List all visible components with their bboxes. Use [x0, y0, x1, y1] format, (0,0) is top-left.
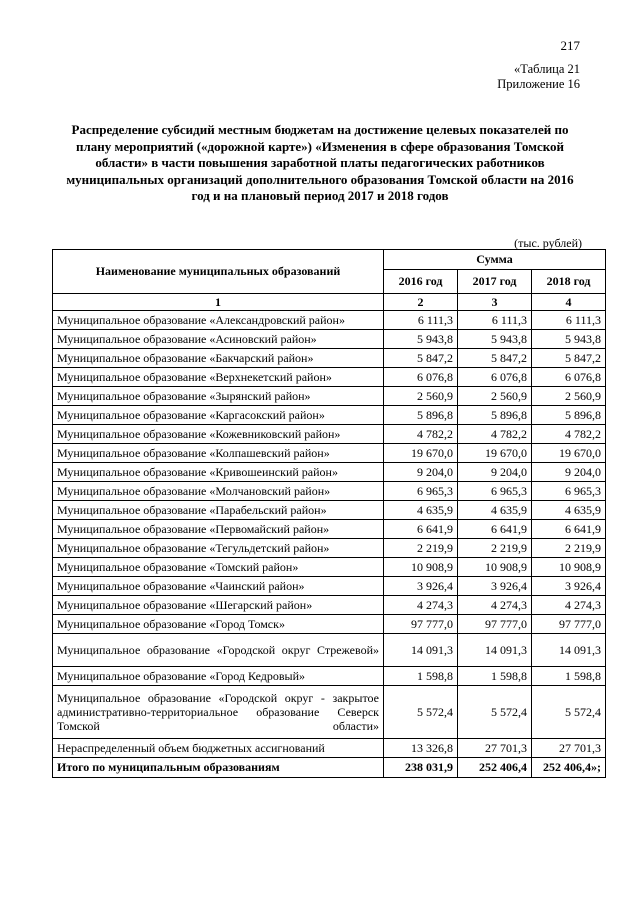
amount-cell: 5 847,2	[384, 349, 458, 368]
municipality-name: Муниципальное образование «Первомайский район»	[53, 520, 384, 539]
amount-cell: 5 847,2	[532, 349, 606, 368]
column-index: 4	[532, 294, 606, 311]
municipality-name: Муниципальное образование «Александровский район»	[53, 311, 384, 330]
amount-cell: 19 670,0	[384, 444, 458, 463]
table-reference: «Таблица 21	[514, 62, 580, 76]
table-row	[53, 667, 606, 686]
municipality-name: Муниципальное образование «Город Томск»	[53, 615, 384, 634]
amount-cell: 19 670,0	[458, 444, 532, 463]
municipality-name: Муниципальное образование «Каргасокский район»	[53, 406, 384, 425]
amount-cell: 3 926,4	[458, 577, 532, 596]
table-row	[53, 330, 606, 349]
table-row	[53, 686, 606, 739]
amount-cell: 4 635,9	[384, 501, 458, 520]
amount-cell: 4 635,9	[532, 501, 606, 520]
municipality-name: Муниципальное образование «Городской округ - закрытое административно-территориальное образование Северск Томской области»	[53, 686, 384, 739]
municipality-name: Нераспределенный объем бюджетных ассигнований	[53, 739, 384, 758]
amount-cell: 19 670,0	[532, 444, 606, 463]
municipality-name: Муниципальное образование «Верхнекетский район»	[53, 368, 384, 387]
document-title: Распределение субсидий местным бюджетам на достижение целевых показателей по плану мероприятий («дорожной карте») «Изменения в сфере образования Томской области» в части повышения заработной платы педагогических работников муниципальных организаций дополнительного образования Томской области на 2016 год и на плановый период 2017 и 2018 годов	[66, 122, 574, 203]
amount-cell: 6 641,9	[384, 520, 458, 539]
header-year-2018: 2018 год	[532, 269, 606, 293]
municipality-name: Муниципальное образование «Колпашевский район»	[53, 444, 384, 463]
amount-cell: 6 641,9	[532, 520, 606, 539]
table-row	[53, 577, 606, 596]
amount-cell: 13 326,8	[384, 739, 458, 758]
column-index: 3	[458, 294, 532, 311]
amount-cell: 1 598,8	[384, 667, 458, 686]
municipality-name: Муниципальное образование «Кожевниковский район»	[53, 425, 384, 444]
amount-cell: 14 091,3	[384, 634, 458, 667]
header-sum: Сумма	[384, 250, 606, 270]
amount-cell: 4 782,2	[384, 425, 458, 444]
header-year-2016: 2016 год	[384, 269, 458, 293]
amount-cell: 6 111,3	[458, 311, 532, 330]
amount-cell: 3 926,4	[532, 577, 606, 596]
column-index: 1	[53, 294, 384, 311]
amount-cell: 97 777,0	[532, 615, 606, 634]
amount-cell: 6 076,8	[458, 368, 532, 387]
table-row	[53, 558, 606, 577]
amount-cell: 5 896,8	[458, 406, 532, 425]
municipality-name: Муниципальное образование «Бакчарский район»	[53, 349, 384, 368]
total-amount-cell: 252 406,4»;	[532, 758, 606, 778]
amount-cell: 5 943,8	[458, 330, 532, 349]
amount-cell: 1 598,8	[458, 667, 532, 686]
total-row	[53, 758, 606, 778]
units-label: (тыс. рублей)	[514, 236, 582, 250]
amount-cell: 4 274,3	[384, 596, 458, 615]
header-year-2017: 2017 год	[458, 269, 532, 293]
municipality-name: Муниципальное образование «Молчановский район»	[53, 482, 384, 501]
amount-cell: 2 219,9	[532, 539, 606, 558]
amount-cell: 5 896,8	[532, 406, 606, 425]
amount-cell: 5 943,8	[384, 330, 458, 349]
appendix-reference: Приложение 16	[497, 77, 580, 91]
amount-cell: 10 908,9	[458, 558, 532, 577]
municipality-name: Муниципальное образование «Город Кедровый»	[53, 667, 384, 686]
table-row	[53, 739, 606, 758]
total-amount-cell: 238 031,9	[384, 758, 458, 778]
amount-cell: 5 572,4	[458, 686, 532, 739]
amount-cell: 2 219,9	[384, 539, 458, 558]
table-row	[53, 482, 606, 501]
municipality-name: Муниципальное образование «Шегарский район»	[53, 596, 384, 615]
amount-cell: 6 111,3	[532, 311, 606, 330]
amount-cell: 27 701,3	[458, 739, 532, 758]
amount-cell: 4 274,3	[458, 596, 532, 615]
amount-cell: 14 091,3	[532, 634, 606, 667]
table-row	[53, 615, 606, 634]
amount-cell: 97 777,0	[384, 615, 458, 634]
amount-cell: 2 560,9	[458, 387, 532, 406]
table-row	[53, 520, 606, 539]
amount-cell: 5 896,8	[384, 406, 458, 425]
municipality-name: Муниципальное образование «Кривошеинский район»	[53, 463, 384, 482]
amount-cell: 2 560,9	[532, 387, 606, 406]
amount-cell: 2 219,9	[458, 539, 532, 558]
total-label: Итого по муниципальным образованиям	[53, 758, 384, 778]
appendix-label	[497, 62, 580, 92]
amount-cell: 97 777,0	[458, 615, 532, 634]
amount-cell: 6 965,3	[458, 482, 532, 501]
municipality-name: Муниципальное образование «Чаинский район»	[53, 577, 384, 596]
subsidy-table	[52, 249, 606, 778]
municipality-name: Муниципальное образование «Тегульдетский район»	[53, 539, 384, 558]
amount-cell: 27 701,3	[532, 739, 606, 758]
amount-cell: 6 076,8	[532, 368, 606, 387]
total-amount-cell: 252 406,4	[458, 758, 532, 778]
municipality-name: Муниципальное образование «Томский район»	[53, 558, 384, 577]
amount-cell: 4 782,2	[458, 425, 532, 444]
amount-cell: 6 076,8	[384, 368, 458, 387]
page-number: 217	[560, 38, 580, 53]
amount-cell: 5 572,4	[532, 686, 606, 739]
table-row	[53, 463, 606, 482]
municipality-name: Муниципальное образование «Городской округ Стрежевой»	[53, 634, 384, 667]
amount-cell: 6 111,3	[384, 311, 458, 330]
table-row	[53, 387, 606, 406]
municipality-name: Муниципальное образование «Зырянский район»	[53, 387, 384, 406]
table-row	[53, 425, 606, 444]
amount-cell: 4 274,3	[532, 596, 606, 615]
amount-cell: 4 782,2	[532, 425, 606, 444]
amount-cell: 3 926,4	[384, 577, 458, 596]
table-row	[53, 596, 606, 615]
municipality-name: Муниципальное образование «Парабельский район»	[53, 501, 384, 520]
table-row	[53, 444, 606, 463]
amount-cell: 9 204,0	[384, 463, 458, 482]
amount-cell: 5 943,8	[532, 330, 606, 349]
table-row	[53, 634, 606, 667]
amount-cell: 2 560,9	[384, 387, 458, 406]
table-row	[53, 311, 606, 330]
table-row	[53, 501, 606, 520]
amount-cell: 5 572,4	[384, 686, 458, 739]
municipality-name: Муниципальное образование «Асиновский район»	[53, 330, 384, 349]
table-row	[53, 368, 606, 387]
amount-cell: 10 908,9	[384, 558, 458, 577]
amount-cell: 1 598,8	[532, 667, 606, 686]
amount-cell: 9 204,0	[532, 463, 606, 482]
column-index: 2	[384, 294, 458, 311]
table-row	[53, 349, 606, 368]
header-municipality: Наименование муниципальных образований	[53, 250, 384, 294]
column-index-row	[53, 294, 606, 311]
amount-cell: 5 847,2	[458, 349, 532, 368]
amount-cell: 9 204,0	[458, 463, 532, 482]
table-row	[53, 406, 606, 425]
table-row	[53, 539, 606, 558]
amount-cell: 6 965,3	[384, 482, 458, 501]
amount-cell: 6 641,9	[458, 520, 532, 539]
amount-cell: 10 908,9	[532, 558, 606, 577]
amount-cell: 4 635,9	[458, 501, 532, 520]
amount-cell: 14 091,3	[458, 634, 532, 667]
amount-cell: 6 965,3	[532, 482, 606, 501]
